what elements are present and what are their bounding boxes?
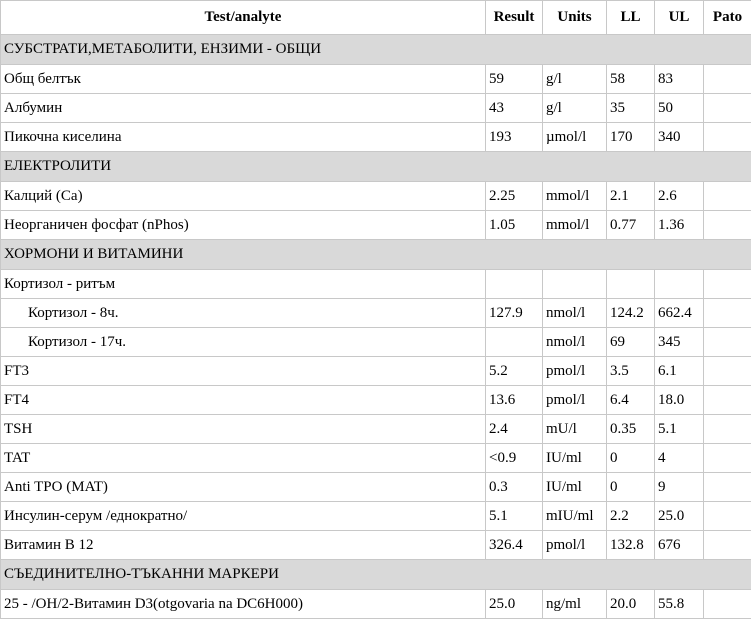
cell-pato — [704, 299, 751, 328]
table-row — [1, 211, 751, 240]
cell-units: mIU/ml — [543, 502, 607, 531]
cell-result: 25.0 — [486, 590, 543, 619]
cell-ul: 18.0 — [655, 386, 704, 415]
cell-units: IU/ml — [543, 444, 607, 473]
table-row — [1, 415, 751, 444]
section-title: ЕЛЕКТРОЛИТИ — [1, 152, 751, 182]
cell-ll: 35 — [607, 94, 655, 123]
cell-result: 2.4 — [486, 415, 543, 444]
cell-units: nmol/l — [543, 328, 607, 357]
header-ll: LL — [607, 1, 655, 35]
cell-pato — [704, 123, 751, 152]
cell-units: ng/ml — [543, 590, 607, 619]
cell-test: Кортизол - ритъм — [1, 270, 486, 299]
cell-ul: 676 — [655, 531, 704, 560]
cell-pato — [704, 357, 751, 386]
cell-result: <0.9 — [486, 444, 543, 473]
cell-ll: 58 — [607, 65, 655, 94]
cell-test: Кортизол - 17ч. — [1, 328, 486, 357]
cell-ll: 2.1 — [607, 182, 655, 211]
cell-result — [486, 328, 543, 357]
cell-units: µmol/l — [543, 123, 607, 152]
table-row — [1, 123, 751, 152]
table-row — [1, 386, 751, 415]
cell-result: 5.2 — [486, 357, 543, 386]
cell-units: g/l — [543, 65, 607, 94]
table-row — [1, 444, 751, 473]
section-row — [1, 240, 751, 270]
cell-units: nmol/l — [543, 299, 607, 328]
cell-pato — [704, 94, 751, 123]
header-ul: UL — [655, 1, 704, 35]
cell-ll: 69 — [607, 328, 655, 357]
cell-result: 0.3 — [486, 473, 543, 502]
cell-pato — [704, 502, 751, 531]
cell-test: Общ белтък — [1, 65, 486, 94]
cell-test: Неорганичен фосфат (nPhos) — [1, 211, 486, 240]
cell-ul: 25.0 — [655, 502, 704, 531]
cell-result: 5.1 — [486, 502, 543, 531]
cell-pato — [704, 415, 751, 444]
section-row — [1, 560, 751, 590]
cell-result: 127.9 — [486, 299, 543, 328]
cell-ul: 1.36 — [655, 211, 704, 240]
cell-ll: 0.35 — [607, 415, 655, 444]
cell-result: 2.25 — [486, 182, 543, 211]
cell-ul: 55.8 — [655, 590, 704, 619]
cell-pato — [704, 386, 751, 415]
cell-result: 193 — [486, 123, 543, 152]
table-row — [1, 270, 751, 299]
cell-ul: 345 — [655, 328, 704, 357]
cell-ll — [607, 270, 655, 299]
cell-test: Витамин B 12 — [1, 531, 486, 560]
table-row — [1, 182, 751, 211]
cell-pato — [704, 590, 751, 619]
cell-ul: 662.4 — [655, 299, 704, 328]
cell-test: Пикочна киселина — [1, 123, 486, 152]
cell-pato — [704, 65, 751, 94]
cell-test: Калций (Ca) — [1, 182, 486, 211]
cell-test: TAT — [1, 444, 486, 473]
cell-ll: 170 — [607, 123, 655, 152]
cell-units: mU/l — [543, 415, 607, 444]
cell-ul: 50 — [655, 94, 704, 123]
table-row — [1, 357, 751, 386]
cell-ll: 0.77 — [607, 211, 655, 240]
table-row — [1, 531, 751, 560]
cell-result — [486, 270, 543, 299]
cell-units: g/l — [543, 94, 607, 123]
cell-ll: 132.8 — [607, 531, 655, 560]
cell-ll: 0 — [607, 444, 655, 473]
cell-pato — [704, 211, 751, 240]
cell-ul: 2.6 — [655, 182, 704, 211]
cell-pato — [704, 328, 751, 357]
cell-units — [543, 270, 607, 299]
header-test: Test/analyte — [1, 1, 486, 35]
header-pato: Pato — [704, 1, 751, 35]
table-header — [1, 1, 751, 35]
cell-ll: 20.0 — [607, 590, 655, 619]
table-row — [1, 473, 751, 502]
header-result: Result — [486, 1, 543, 35]
section-title: ХОРМОНИ И ВИТАМИНИ — [1, 240, 751, 270]
cell-test: 25 - /OH/2-Витамин D3(otgovaria na DC6H000) — [1, 590, 486, 619]
table-row — [1, 94, 751, 123]
cell-ul: 5.1 — [655, 415, 704, 444]
cell-ll: 3.5 — [607, 357, 655, 386]
cell-test: Албумин — [1, 94, 486, 123]
cell-units: pmol/l — [543, 357, 607, 386]
cell-ul: 83 — [655, 65, 704, 94]
cell-units: mmol/l — [543, 182, 607, 211]
section-title: СЪЕДИНИТЕЛНО-ТЪКАННИ МАРКЕРИ — [1, 560, 751, 590]
cell-pato — [704, 531, 751, 560]
cell-pato — [704, 270, 751, 299]
cell-test: Anti TPO (MAT) — [1, 473, 486, 502]
section-title: СУБСТРАТИ,МЕТАБОЛИТИ, ЕНЗИМИ - ОБЩИ — [1, 35, 751, 65]
cell-test: Кортизол - 8ч. — [1, 299, 486, 328]
section-row — [1, 152, 751, 182]
cell-ul: 340 — [655, 123, 704, 152]
cell-ll: 2.2 — [607, 502, 655, 531]
header-row — [1, 1, 751, 35]
table-row — [1, 590, 751, 619]
cell-result: 13.6 — [486, 386, 543, 415]
cell-units: pmol/l — [543, 386, 607, 415]
cell-units: mmol/l — [543, 211, 607, 240]
header-units: Units — [543, 1, 607, 35]
cell-ll: 6.4 — [607, 386, 655, 415]
section-row — [1, 35, 751, 65]
cell-pato — [704, 473, 751, 502]
cell-pato — [704, 444, 751, 473]
cell-result: 43 — [486, 94, 543, 123]
cell-pato — [704, 182, 751, 211]
table-body — [1, 35, 751, 619]
cell-ul — [655, 270, 704, 299]
cell-ul: 9 — [655, 473, 704, 502]
cell-units: IU/ml — [543, 473, 607, 502]
cell-ll: 0 — [607, 473, 655, 502]
cell-test: FT3 — [1, 357, 486, 386]
cell-result: 59 — [486, 65, 543, 94]
table-row — [1, 65, 751, 94]
table-row — [1, 328, 751, 357]
table-row — [1, 502, 751, 531]
cell-ll: 124.2 — [607, 299, 655, 328]
cell-test: TSH — [1, 415, 486, 444]
cell-ul: 4 — [655, 444, 704, 473]
cell-units: pmol/l — [543, 531, 607, 560]
table-row — [1, 299, 751, 328]
cell-result: 326.4 — [486, 531, 543, 560]
cell-result: 1.05 — [486, 211, 543, 240]
cell-test: Инсулин-серум /еднократно/ — [1, 502, 486, 531]
cell-ul: 6.1 — [655, 357, 704, 386]
cell-test: FT4 — [1, 386, 486, 415]
